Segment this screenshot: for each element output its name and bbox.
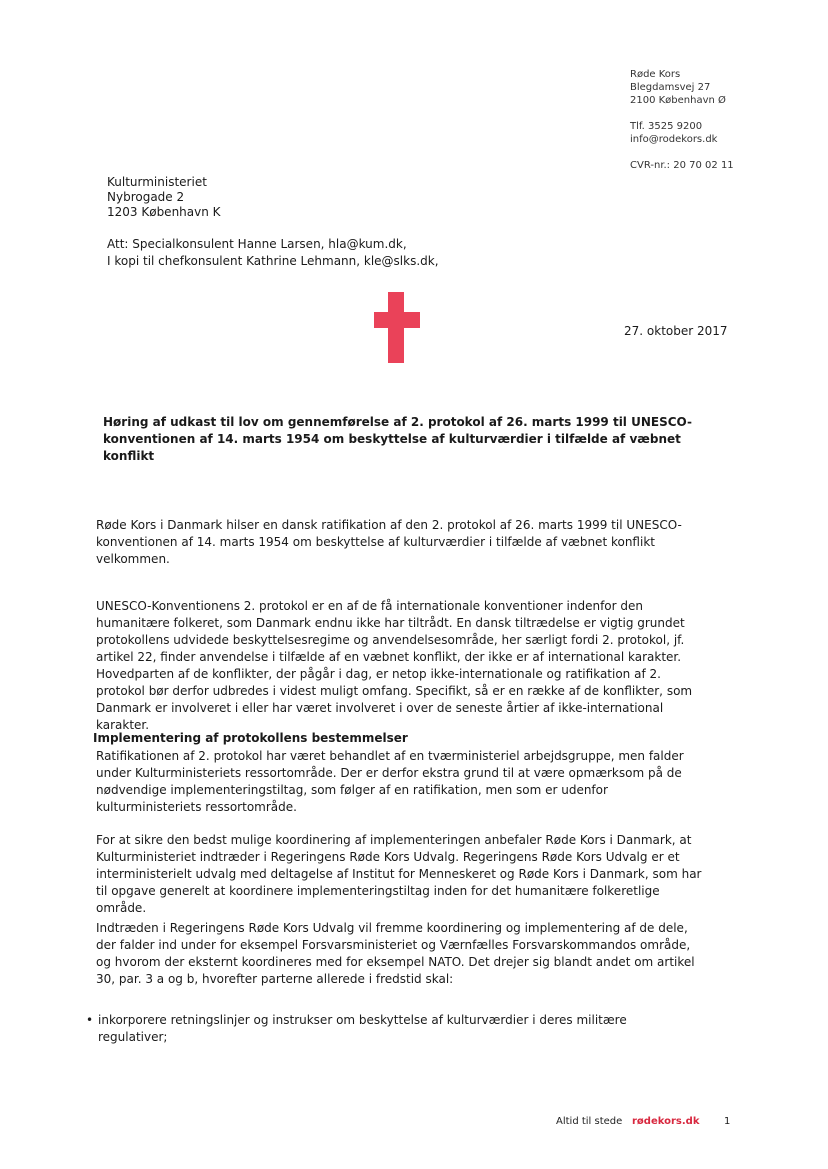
recipient-street: Nybrogade 2 [107, 190, 185, 204]
copy-line: I kopi til chefkonsulent Kathrine Lehmann, kle@slks.dk, [107, 254, 439, 268]
paragraph-committee: Indtræden i Regeringens Røde Kors Udvalg vil fremme koordinering og implementering af de dele, der falder ind under for eksempel Forsvarsministeriet og Værnfælles Forsvarskommandos område, og hvorom der eksternt koordineres med for eksempel NATO. Det drejer sig blandt andet om artikel 30, par. 3 a og b, hvorefter parterne allerede i fredstid skal: [96, 921, 695, 986]
list-item-text: inkorporere retningslinjer og instrukser om beskyttelse af kulturværdier i deres militære regulativer; [98, 1013, 627, 1044]
red-cross-icon [374, 292, 420, 363]
sender-city: 2100 København Ø [630, 95, 726, 106]
attention-line: Att: Specialkonsulent Hanne Larsen, hla@kum.dk, [107, 237, 407, 251]
sender-street: Blegdamsvej 27 [630, 82, 711, 93]
footer-tagline: Altid til stede [556, 1116, 623, 1127]
sender-email: info@rodekors.dk [630, 134, 718, 145]
recipient-name: Kulturministeriet [107, 175, 207, 189]
sender-cvr: CVR-nr.: 20 70 02 11 [630, 160, 734, 171]
attention-block [107, 236, 439, 270]
letter-title: Høring af udkast til lov om gennemførelse af 2. protokol af 26. marts 1999 til UNESCO-konventionen af 14. marts 1954 om beskyttelse af kulturværdier i tilfælde af væbnet konflikt [103, 415, 692, 463]
section-heading: Implementering af protokollens bestemmelser [93, 731, 408, 745]
paragraph-coordination: For at sikre den bedst mulige koordinering af implementeringen anbefaler Røde Kors i Danmark, at Kulturministeriet indtræder i Regeringens Røde Kors Udvalg. Regeringens Røde Kors Udvalg er et interministerielt udvalg med deltagelse af Institut for Menneskeret og Røde Kors i Danmark, som har til opgave generelt at koordinere implementeringstiltag inden for det humanitære folkeretlige område. [96, 833, 702, 915]
letter-date: 27. oktober 2017 [624, 324, 728, 338]
sender-phone: Tlf. 3525 9200 [630, 121, 703, 132]
bullet-icon: • [86, 1013, 94, 1027]
sender-address [630, 68, 726, 146]
paragraph-protocol: UNESCO-Konventionens 2. protokol er en af de få internationale konventioner indenfor den humanitære folkeret, som Danmark endnu ikke har tiltrådt. En dansk tiltrædelse er vigtig grundet protokollens udvidede beskyttelsesregime og anvendelsesområde, her særligt fordi 2. protokol, jf. artikel 22, finder anvendelse i tilfælde af en væbnet konflikt, der ikke er af international karakter. Hovedparten af de konflikter, der pågår i dag, er netop ikke-internationale og ratifikation af 2. protokol bør derfor udbredes i videst muligt omfang. Specifikt, så er en række af de konflikter, som Danmark er involveret i eller har været involveret i over de seneste årtier af ikke-international karakter. [96, 599, 693, 732]
page-number: 1 [724, 1116, 731, 1127]
recipient-city: 1203 København K [107, 205, 221, 219]
footer-brand-link[interactable]: rødekors.dk [632, 1116, 700, 1127]
paragraph-intro: Røde Kors i Danmark hilser en dansk ratifikation af den 2. protokol af 26. marts 1999 til UNESCO-konventionen af 14. marts 1954 om beskyttelse af kulturværdier i tilfælde af væbnet konflikt velkommen. [96, 518, 682, 566]
recipient-address [107, 175, 221, 220]
paragraph-ratification: Ratifikationen af 2. protokol har været behandlet af en tværministeriel arbejdsgruppe, men falder under Kulturministeriets ressortområde. Der er derfor ekstra grund til at være opmærksom på de nødvendige implementeringstiltag, som følger af en ratifikation, men som er udenfor kulturministeriets ressortområde. [96, 749, 684, 814]
sender-name: Røde Kors [630, 69, 681, 80]
